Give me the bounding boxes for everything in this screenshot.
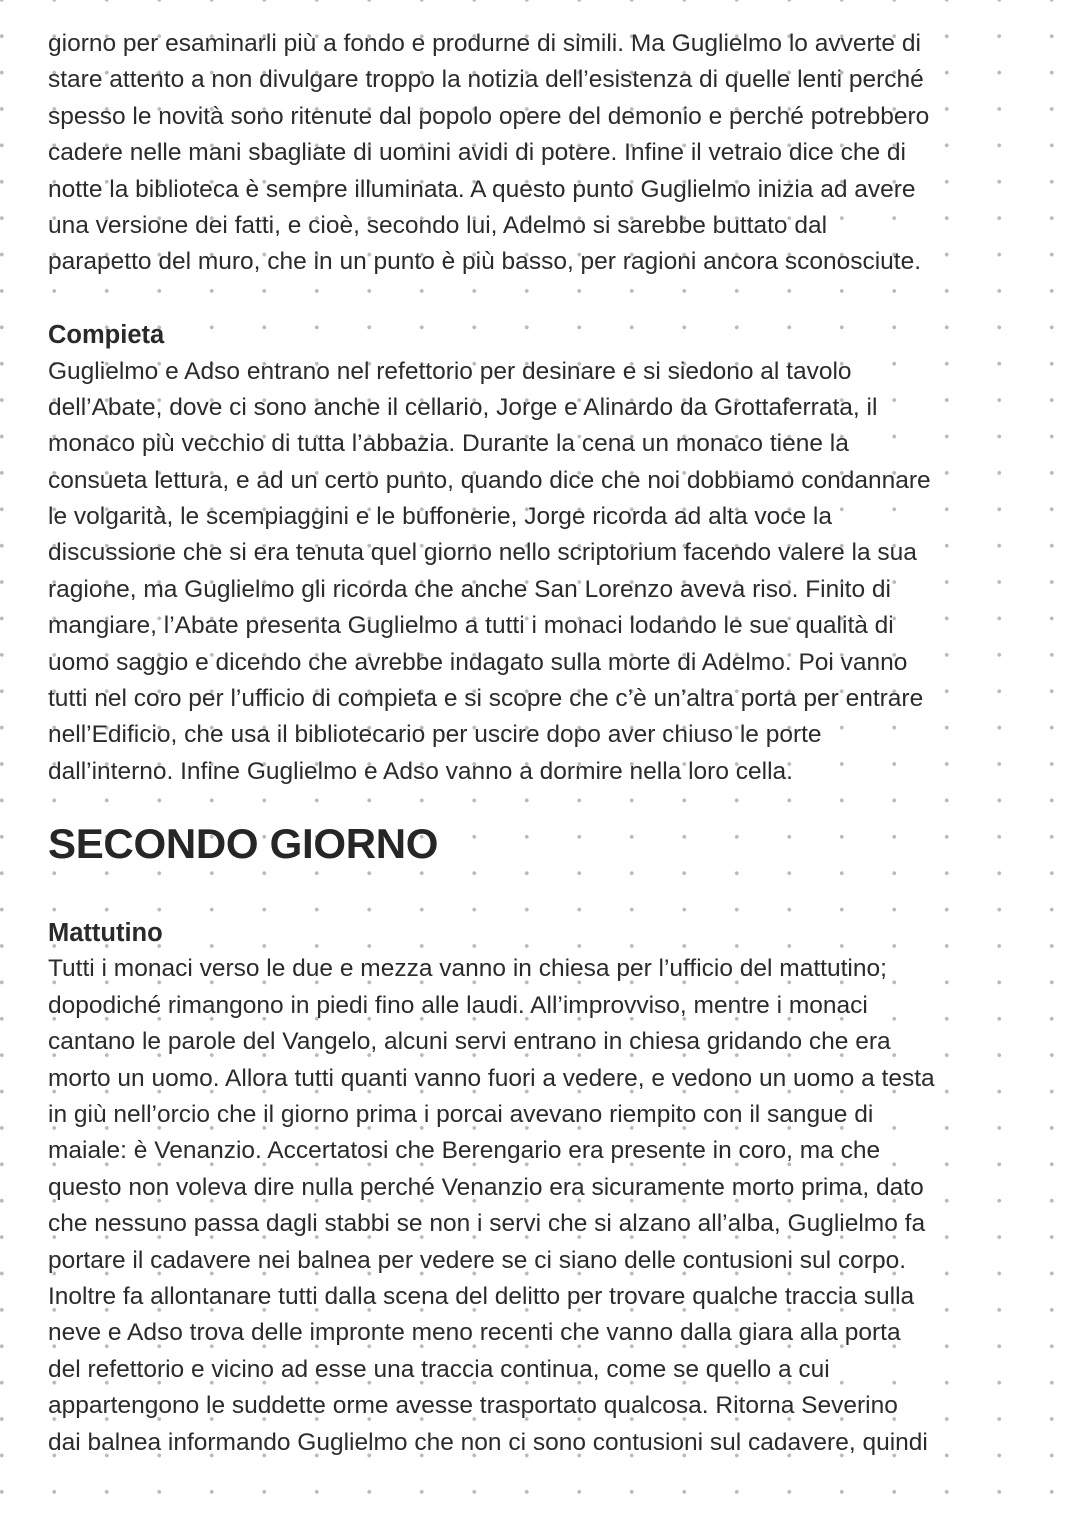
text-line: portare il cadavere nei balnea per vedere se ci siano delle contusioni sul corpo. [48, 1246, 907, 1274]
text-line: parapetto del muro, che in un punto è più basso, per ragioni ancora sconosciute. [48, 248, 922, 276]
text-line: cantano le parole del Vangelo, alcuni servi entrano in chiesa gridando che era [48, 1028, 891, 1056]
compieta-paragraph [48, 354, 1048, 791]
text-line: appartengono le suddette orme avesse trasportato qualcosa. Ritorna Severino [48, 1392, 898, 1420]
text-line: che nessuno passa dagli stabbi se non i servi che si alzano all’alba, Guglielmo fa [48, 1210, 926, 1238]
text-line: in giù nell’orcio che il giorno prima i porcai avevano riempito con il sangue di [48, 1100, 874, 1128]
text-line: Inoltre fa allontanare tutti dalla scena del delitto per trovare qualche traccia sulla [48, 1282, 915, 1310]
day-title: SECONDO GIORNO [48, 820, 439, 868]
text-line: dall’interno. Infine Guglielmo e Adso vanno a dormire nella loro cella. [48, 757, 793, 785]
spacer [48, 881, 1048, 915]
text-line: giorno per esaminarli più a fondo e produrne di simili. Ma Guglielmo lo avverte di [48, 30, 921, 57]
text-line: neve e Adso trova delle impronte meno recenti che vanno dalla giara alla porta [48, 1319, 901, 1347]
text-line: le volgarità, le scempiaggini e le buffonerie, Jorge ricorda ad alta voce la [48, 503, 832, 531]
text-line: nell’Edificio, che usa il bibliotecario per uscire dopo aver chiuso le porte [48, 721, 822, 749]
spacer [48, 281, 1048, 317]
text-line: tutti nel coro per l’ufficio di compieta e si scopre che c’è un’altra porta per entrare [48, 685, 924, 713]
text-line: consueta lettura, e ad un certo punto, quando dice che noi dobbiamo condannare [48, 466, 931, 494]
text-line: questo non voleva dire nulla perché Venanzio era sicuramente morto prima, dato [48, 1173, 924, 1201]
section-heading-compieta: Compieta [48, 321, 165, 350]
text-line: del refettorio e vicino ad esse una traccia continua, come se quello a cui [48, 1355, 830, 1383]
text-line: monaco più vecchio di tutta l’abbazia. Durante la cena un monaco tiene la [48, 430, 849, 458]
text-line: maiale: è Venanzio. Accertatosi che Berengario era presente in coro, ma che [48, 1137, 881, 1165]
text-line: mangiare, l’Abate presenta Guglielmo a tutti i monaci lodando le sue qualità di [48, 612, 894, 640]
document-page [48, 26, 1048, 1461]
text-line: dopodiché rimangono in piedi fino alle laudi. All’improvviso, mentre i monaci [48, 991, 868, 1019]
section-heading-mattutino: Mattutino [48, 919, 163, 948]
text-line: discussione che si era tenuta quel giorno nello scriptorium facendo valere la sua [48, 539, 917, 567]
mattutino-paragraph [48, 951, 1048, 1460]
text-line: notte la biblioteca è sempre illuminata. A questo punto Guglielmo inizia ad avere [48, 175, 916, 203]
text-line: stare attento a non divulgare troppo la notizia dell’esistenza di quelle lenti perché [48, 66, 924, 94]
text-line: dell’Abate, dove ci sono anche il cellario, Jorge e Alinardo da Grottaferrata, il [48, 393, 878, 421]
text-line: ragione, ma Guglielmo gli ricorda che anche San Lorenzo aveva riso. Finito di [48, 575, 891, 603]
text-line: Guglielmo e Adso entrano nel refettorio per desinare e si siedono al tavolo [48, 357, 852, 385]
text-line: cadere nelle mani sbagliate di uomini avidi di potere. Infine il vetraio dice che di [48, 139, 906, 167]
text-line: uomo saggio e dicendo che avrebbe indagato sulla morte di Adelmo. Poi vanno [48, 648, 908, 676]
text-line: Tutti i monaci verso le due e mezza vanno in chiesa per l’ufficio del mattutino; [48, 955, 887, 983]
text-line: dai balnea informando Guglielmo che non ci sono contusioni sul cadavere, quindi [48, 1428, 928, 1456]
intro-paragraph [48, 26, 1048, 281]
spacer [48, 790, 1048, 808]
text-line: morto un uomo. Allora tutti quanti vanno fuori a vedere, e vedono un uomo a testa [48, 1064, 935, 1092]
text-line: una versione dei fatti, e cioè, secondo lui, Adelmo si sarebbe buttato dal [48, 211, 828, 239]
text-line: spesso le novità sono ritenute dal popolo opere del demonio e perché potrebbero [48, 102, 930, 130]
